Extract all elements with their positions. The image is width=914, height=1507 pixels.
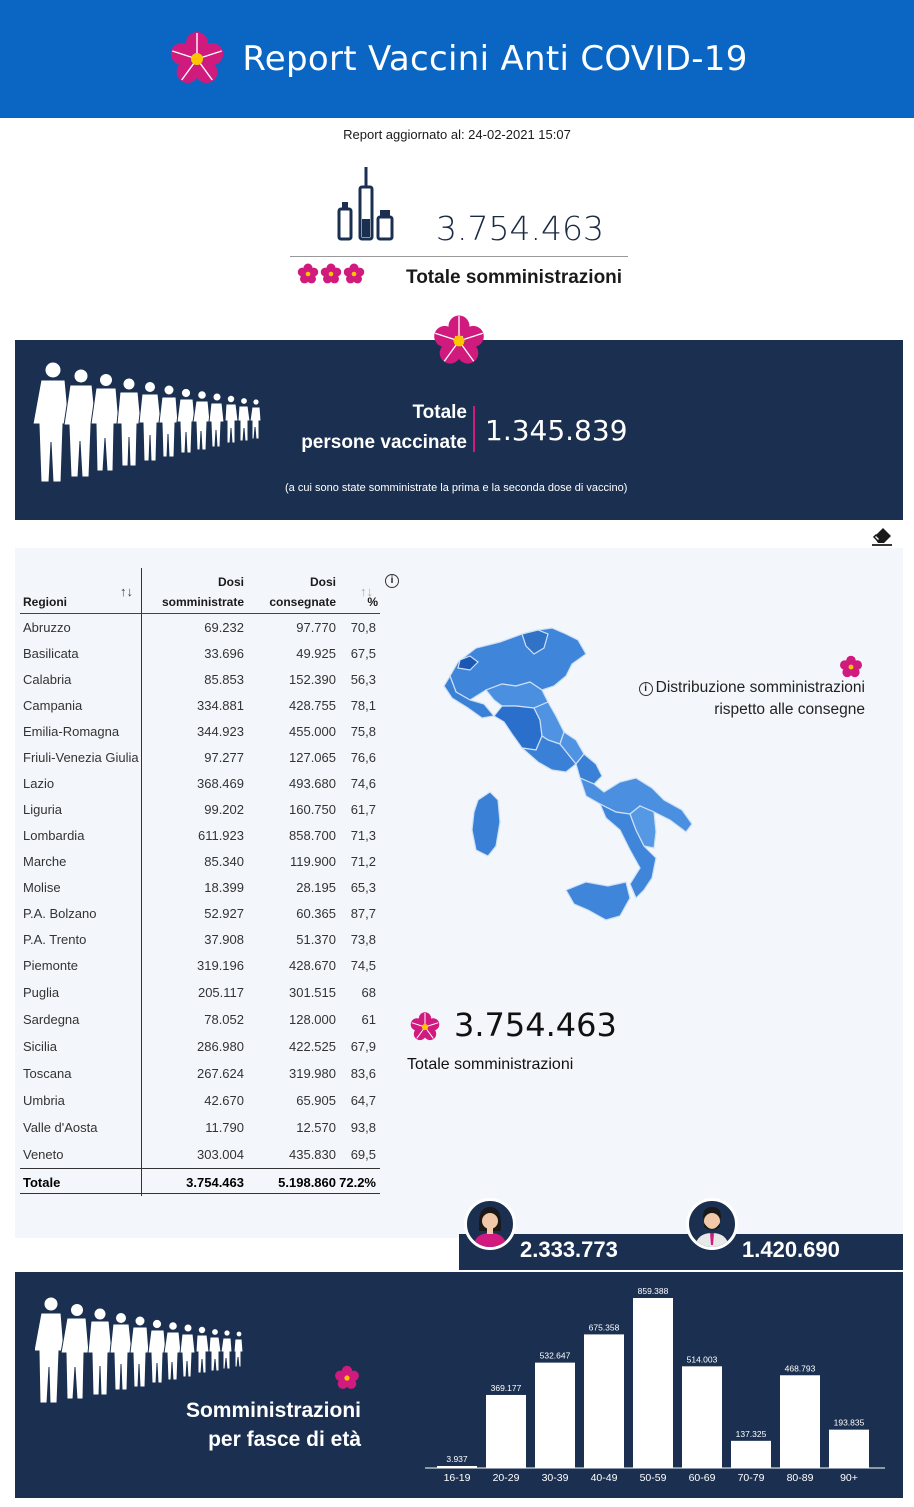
bar-value-label: 468.793 — [784, 1363, 816, 1374]
doses-delivered-cell: 301.515 — [289, 985, 336, 1000]
region-cell: Piemonte — [23, 958, 78, 973]
doses-delivered-cell: 428.670 — [289, 958, 336, 973]
percent-cell: 69,5 — [350, 1147, 376, 1162]
region-cell: Lombardia — [23, 828, 85, 843]
age-bar[interactable] — [829, 1430, 869, 1468]
region-cell: Umbria — [23, 1093, 65, 1108]
table-row[interactable] — [20, 926, 380, 952]
percent-cell: 74,5 — [350, 958, 376, 973]
table-row[interactable] — [20, 692, 380, 718]
region-cell: Sicilia — [23, 1039, 57, 1054]
doses-delivered-cell: 422.525 — [289, 1039, 336, 1054]
column-header-percent[interactable]: % — [367, 595, 378, 609]
table-row[interactable] — [20, 979, 380, 1006]
primula-flower-icon — [408, 1010, 442, 1049]
age-category-label: 16-19 — [443, 1472, 471, 1484]
column-header-doses-delivered[interactable] — [246, 572, 336, 612]
vaccinated-label-line2: persone vaccinate — [301, 432, 467, 453]
region-cell: Totale — [23, 1175, 61, 1190]
percent-cell: 64,7 — [350, 1093, 376, 1108]
age-category-label: 40-49 — [590, 1472, 618, 1484]
age-bar-chart — [415, 1272, 895, 1498]
doses-administered-cell: 334.881 — [197, 698, 244, 713]
age-category-label: 50-59 — [639, 1472, 667, 1484]
column-header-doses-administered[interactable] — [150, 572, 244, 612]
doses-administered-cell: 267.624 — [197, 1066, 244, 1081]
region-cell: Valle d'Aosta — [23, 1120, 98, 1135]
age-category-label: 90+ — [840, 1472, 858, 1484]
region-cell: Friuli-Venezia Giulia — [23, 750, 139, 765]
primula-flower-icon — [333, 1364, 361, 1397]
table-row[interactable] — [20, 796, 380, 822]
map-legend — [600, 677, 865, 721]
doses-administered-cell: 3.754.463 — [186, 1175, 244, 1190]
table-row[interactable] — [20, 770, 380, 796]
bar-value-label: 193.835 — [833, 1417, 865, 1428]
table-total-row[interactable] — [20, 1168, 380, 1194]
people-queue-icon — [33, 352, 273, 492]
table-row[interactable] — [20, 1006, 380, 1033]
age-panel — [15, 1272, 903, 1498]
doses-delivered-cell: 49.925 — [296, 646, 336, 661]
age-category-label: 30-39 — [541, 1472, 569, 1484]
doses-delivered-cell: 127.065 — [289, 750, 336, 765]
doses-administered-cell: 85.340 — [204, 854, 244, 869]
region-cell: Liguria — [23, 802, 63, 817]
page-header — [0, 0, 914, 118]
doses-administered-cell: 368.469 — [197, 776, 244, 791]
doses-delivered-cell: 51.370 — [296, 932, 336, 947]
table-row[interactable] — [20, 1033, 380, 1060]
doses-delivered-cell: 128.000 — [289, 1012, 336, 1027]
doses-delivered-cell: 160.750 — [289, 802, 336, 817]
table-row[interactable] — [20, 900, 380, 926]
percent-cell: 71,2 — [350, 854, 376, 869]
doses-administered-cell: 11.790 — [205, 1120, 244, 1135]
region-cell: Sardegna — [23, 1012, 80, 1027]
regions-table — [20, 568, 380, 1194]
doses-administered-cell: 611.923 — [197, 828, 244, 843]
map-legend-line2: rispetto alle consegne — [714, 701, 865, 718]
region-cell: Molise — [23, 880, 61, 895]
map-total-value: 3.754.463 — [454, 1006, 617, 1044]
doses-delivered-cell: 5.198.860 — [278, 1175, 336, 1190]
total-doses-label: Totale somministrazioni — [406, 267, 623, 288]
doses-delivered-cell: 12.570 — [296, 1120, 336, 1135]
table-row[interactable] — [20, 718, 380, 744]
percent-cell: 68 — [361, 985, 376, 1000]
age-bar[interactable] — [486, 1395, 526, 1468]
doses-delivered-cell: 119.900 — [289, 854, 336, 869]
column-header-line: somministrate — [161, 595, 244, 609]
percent-cell: 71,3 — [350, 828, 376, 843]
sort-icon[interactable]: ↑↓ — [360, 584, 373, 599]
doses-administered-cell: 18.399 — [204, 880, 244, 895]
page-title: Report Vaccini Anti COVID-19 — [242, 39, 748, 79]
divider — [473, 406, 475, 452]
region-cell: Puglia — [23, 985, 60, 1000]
age-title — [165, 1396, 361, 1454]
percent-cell: 75,8 — [350, 724, 376, 739]
percent-cell: 72.2% — [339, 1175, 376, 1190]
region-cell: Calabria — [23, 672, 72, 687]
sort-icon[interactable]: ↑↓ — [120, 584, 133, 599]
bar-value-label: 675.358 — [588, 1322, 620, 1333]
female-doses-value: 2.333.773 — [520, 1237, 618, 1262]
column-header-region[interactable]: Regioni — [23, 595, 67, 609]
bar-value-label: 137.325 — [735, 1428, 767, 1439]
age-category-label: 60-69 — [688, 1472, 716, 1484]
percent-cell: 67,9 — [350, 1039, 376, 1054]
doses-delivered-cell: 858.700 — [289, 828, 336, 843]
doses-delivered-cell: 493.680 — [289, 776, 336, 791]
age-bar[interactable] — [633, 1298, 673, 1468]
region-cell: Basilicata — [23, 646, 79, 661]
percent-cell: 61,7 — [350, 802, 376, 817]
doses-administered-cell: 286.980 — [197, 1039, 244, 1054]
table-row[interactable] — [20, 1114, 380, 1141]
last-updated: Report aggiornato al: 24-02-2021 15:07 — [343, 127, 571, 142]
male-avatar-icon — [686, 1198, 738, 1250]
female-avatar-icon — [464, 1198, 516, 1250]
percent-cell: 73,8 — [350, 932, 376, 947]
doses-delivered-cell: 319.980 — [289, 1066, 336, 1081]
doses-administered-cell: 319.196 — [197, 958, 244, 973]
doses-delivered-cell: 152.390 — [289, 672, 336, 687]
info-icon[interactable]: i — [639, 682, 653, 696]
vaccinated-value: 1.345.839 — [485, 414, 628, 447]
doses-delivered-cell: 28.195 — [296, 880, 336, 895]
age-bar[interactable] — [731, 1441, 771, 1468]
region-cell: Veneto — [23, 1147, 64, 1162]
region-cell: Campania — [23, 698, 83, 713]
doses-administered-cell: 33.696 — [204, 646, 244, 661]
doses-delivered-cell: 428.755 — [289, 698, 336, 713]
column-header-line: consegnate — [269, 595, 336, 609]
doses-administered-cell: 37.908 — [204, 932, 244, 947]
bar-value-label: 369.177 — [490, 1382, 522, 1393]
map-total-label: Totale somministrazioni — [407, 1056, 574, 1073]
column-header-line: Dosi — [309, 575, 336, 589]
region-cell: Abruzzo — [23, 620, 71, 635]
table-row[interactable] — [20, 1141, 380, 1168]
age-category-label: 20-29 — [492, 1472, 520, 1484]
male-doses-value: 1.420.690 — [742, 1237, 840, 1262]
bar-value-label: 859.388 — [637, 1286, 669, 1296]
doses-delivered-cell: 65.905 — [296, 1093, 336, 1108]
info-icon[interactable]: i — [385, 574, 399, 588]
syringe-vials-icon — [336, 167, 396, 248]
table-header — [20, 568, 380, 614]
table-row[interactable] — [20, 1087, 380, 1114]
percent-cell: 67,5 — [350, 646, 376, 661]
age-bar[interactable] — [437, 1466, 477, 1468]
doses-delivered-cell: 435.830 — [289, 1147, 336, 1162]
percent-cell: 76,6 — [350, 750, 376, 765]
vaccinated-label-line1: Totale — [412, 402, 467, 423]
primula-flower-icon — [166, 28, 228, 90]
percent-cell: 87,7 — [350, 906, 376, 921]
table-row[interactable] — [20, 952, 380, 979]
age-category-label: 70-79 — [737, 1472, 765, 1484]
table-row[interactable] — [20, 1060, 380, 1087]
region-cell: Marche — [23, 854, 67, 869]
percent-cell: 70,8 — [350, 620, 376, 635]
age-title-line2: per fasce di età — [208, 1428, 361, 1451]
age-category-label: 80-89 — [786, 1472, 814, 1484]
region-cell: Emilia-Romagna — [23, 724, 120, 739]
age-bar[interactable] — [780, 1375, 820, 1468]
percent-cell: 56,3 — [350, 672, 376, 687]
table-row[interactable] — [20, 874, 380, 900]
percent-cell: 65,3 — [350, 880, 376, 895]
doses-administered-cell: 344.923 — [197, 724, 244, 739]
region-cell: P.A. Trento — [23, 932, 87, 947]
vaccinated-label — [285, 398, 467, 458]
doses-administered-cell: 42.670 — [204, 1093, 244, 1108]
italy-map[interactable] — [430, 620, 710, 935]
primula-flower-icon — [430, 312, 488, 375]
percent-cell: 93,8 — [350, 1120, 376, 1135]
total-doses-value: 3.754.463 — [436, 209, 604, 248]
age-bar[interactable] — [682, 1366, 722, 1468]
vaccinated-note: (a cui sono state somministrate la prima e la seconda dose di vaccino) — [285, 482, 628, 494]
doses-administered-cell: 78.052 — [204, 1012, 244, 1027]
table-row[interactable] — [20, 640, 380, 666]
region-cell: P.A. Bolzano — [23, 906, 97, 921]
doses-delivered-cell: 455.000 — [289, 724, 336, 739]
column-header-line: Dosi — [217, 575, 244, 589]
doses-administered-cell: 69.232 — [204, 620, 244, 635]
bar-value-label: 532.647 — [539, 1350, 571, 1361]
table-row[interactable] — [20, 614, 380, 640]
map-legend-line1: Distribuzione somministrazioni — [655, 679, 865, 696]
table-row[interactable] — [20, 822, 380, 848]
table-row[interactable] — [20, 666, 380, 692]
table-row[interactable] — [20, 744, 380, 770]
region-cell: Toscana — [23, 1066, 72, 1081]
percent-cell: 83,6 — [350, 1066, 376, 1081]
doses-administered-cell: 303.004 — [197, 1147, 244, 1162]
table-body — [20, 614, 380, 1194]
bar-value-label: 514.003 — [686, 1354, 718, 1365]
age-bar[interactable] — [584, 1334, 624, 1468]
percent-cell: 74,6 — [350, 776, 376, 791]
region-cell: Lazio — [23, 776, 55, 791]
doses-administered-cell: 85.853 — [204, 672, 244, 687]
flowers-decoration — [296, 262, 366, 286]
doses-administered-cell: 52.927 — [204, 906, 244, 921]
doses-delivered-cell: 60.365 — [296, 906, 336, 921]
bar-value-label: 3.937 — [446, 1454, 468, 1464]
divider — [290, 256, 628, 257]
percent-cell: 78,1 — [350, 698, 376, 713]
doses-administered-cell: 205.117 — [197, 985, 244, 1000]
total-doses-kpi — [290, 165, 630, 295]
doses-administered-cell: 97.277 — [204, 750, 244, 765]
table-row[interactable] — [20, 848, 380, 874]
percent-cell: 61 — [361, 1012, 376, 1027]
doses-administered-cell: 99.202 — [204, 802, 244, 817]
age-title-line1: Somministrazioni — [185, 1399, 361, 1422]
doses-delivered-cell: 97.770 — [296, 620, 336, 635]
age-bar[interactable] — [535, 1363, 575, 1468]
